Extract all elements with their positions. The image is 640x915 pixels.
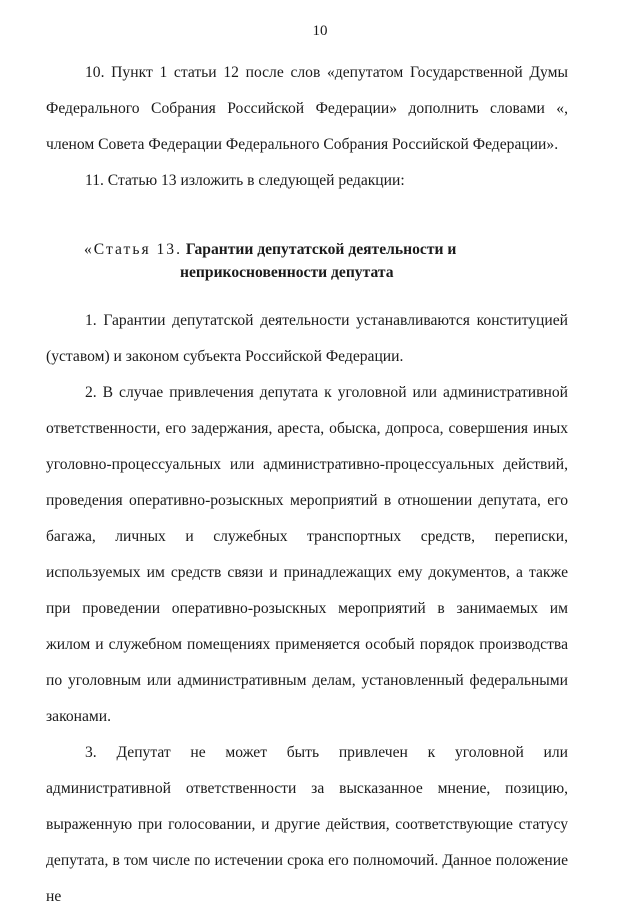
amendment-item-10: 10. Пункт 1 статьи 12 после слов «депутатом Государственной Думы Федерального Собрания Российской Федерации» дополнить словами «, членом Совета Федерации Федерального Собрания Российской Федерации». xyxy=(46,64,568,153)
article-paragraph-2: 2. В случае привлечения депутата к уголовной или административной ответственности, его задержания, ареста, обыска, допроса, совершения иных уголовно-процессуальных или административно-процессуальных действий, проведения оперативно-розыскных мероприятий в отношении депутата, его багажа, личных и служебных транспортных средств, переписки, используемых им средств связи и принадлежащих ему документов, а также при проведении оперативно-розыскных мероприятий в занимаемых им жилом и служебном помещениях применяется особый порядок производства по уголовным или административным делам, установленный федеральными законами. xyxy=(46,384,568,725)
article-paragraph-1: 1. Гарантии депутатской деятельности устанавливаются конституцией (уставом) и законом субъекта Российской Федерации. xyxy=(46,312,568,365)
article-paragraph-3: 3. Депутат не может быть привлечен к уголовной или административной ответственности за высказанное мнение, позицию, выраженную при голосовании, и другие действия, соответствующие статусу депутата, в том числе по истечении срока его полномочий. Данное положение не xyxy=(46,744,568,905)
article-number: «Статья 13. xyxy=(84,241,183,258)
article-body xyxy=(46,303,568,915)
amendment-items-continued xyxy=(46,163,568,199)
article-heading xyxy=(84,238,564,284)
article-title-part-2: неприкосновенности депутата xyxy=(180,264,394,281)
article-heading-line-1 xyxy=(84,238,564,261)
article-title-part-1: Гарантии депутатской деятельности и xyxy=(185,241,457,258)
amendment-item-11: 11. Статью 13 изложить в следующей редакции: xyxy=(85,172,405,189)
page-number: 10 xyxy=(312,23,328,39)
amendment-items xyxy=(46,55,568,163)
